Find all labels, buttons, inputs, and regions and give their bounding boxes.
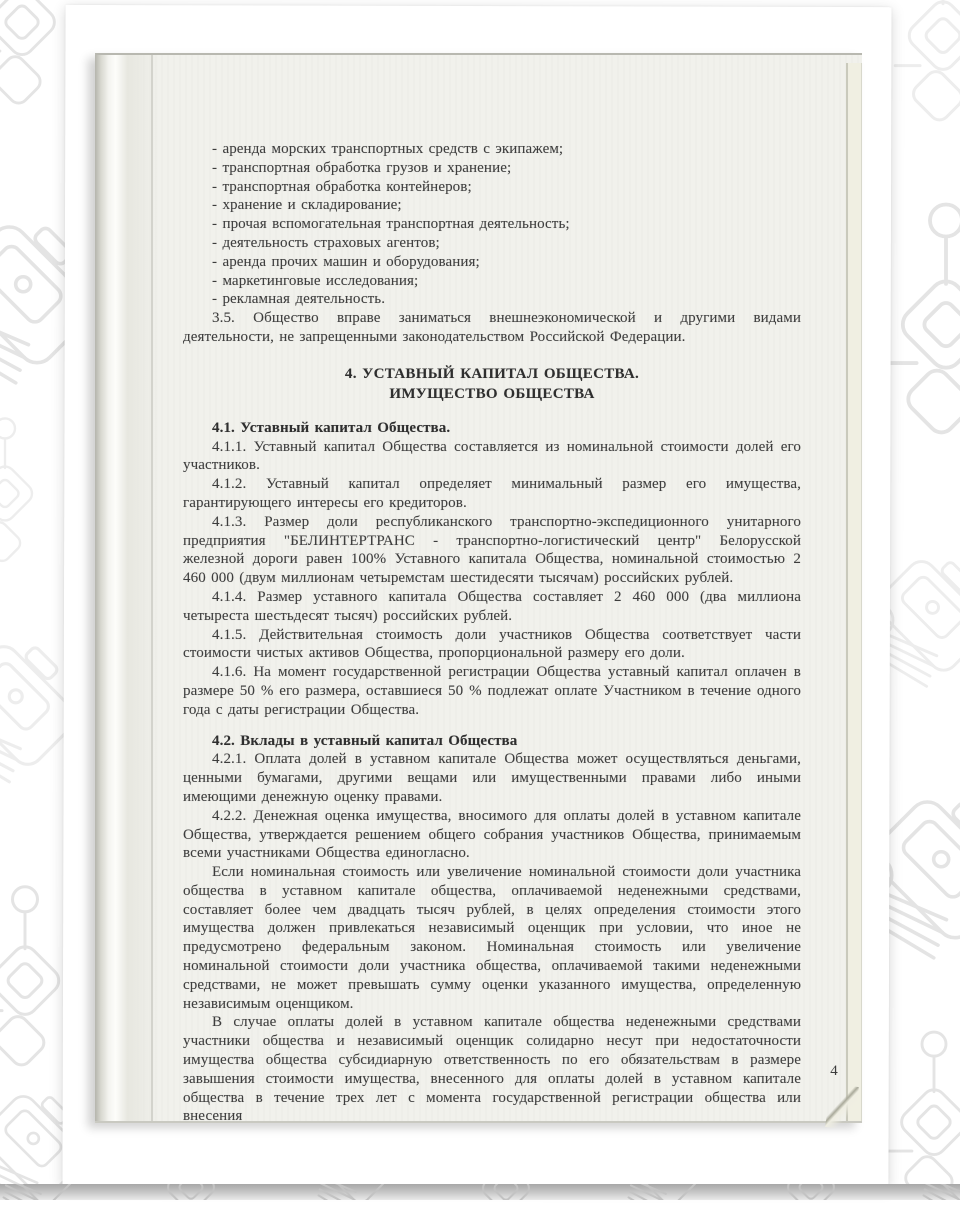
paragraph-4-2-2: 4.2.2. Денежная оценка имущества, вносимого для оплаты долей в уставном капитале Общества, утверждается решением общего собрания участников Общества, принимаемым всеми участниками Общества единогласно. xyxy=(183,807,802,862)
spacer xyxy=(183,404,801,419)
page-sheet xyxy=(62,5,891,1187)
scanned-page xyxy=(95,53,862,1123)
paragraph-4-1-3: 4.1.3. Размер доли республиканского транспортно-экспедиционного унитарного предприятия "БЕЛИНТЕРТРАНС - транспортно-логистический центр" Белорусской железной дороги равен 100% Уставного капитала Общества, номинальной стоимостью 2 460 000 (двум миллионам четыремстам шестидесяти тысячам) российских рублей. xyxy=(183,513,802,587)
paragraph-4-1-6: 4.1.6. На момент государственной регистрации Общества уставный капитал оплачен в размере 50 % его размера, оставшиеся 50 % подлежат оплате Участником в течение одного года с даты регистрации Общества. xyxy=(183,664,802,718)
section-heading-line1: 4. УСТАВНЫЙ КАПИТАЛ ОБЩЕСТВА. xyxy=(344,365,640,382)
binding-crease xyxy=(151,55,153,1121)
paragraph-liability: В случае оплаты долей в уставном капитале общества неденежными средствами участники общества и независимый оценщик солидарно несут при недостаточности имущества общества субсидиарную ответственность по его обязательствам в размере завышения стоимости имущества, внесенного для оплаты долей в уставном капитале общества в течение трех лет с момента государственной регистрации общества или внесения xyxy=(183,1014,802,1125)
list-item: - маркетинговые исследования; xyxy=(212,272,419,289)
list-item: - хранение и складирование; xyxy=(212,197,402,214)
paragraph-4-1-5: 4.1.5. Действительная стоимость доли участников Общества соответствует части стоимости чистых активов Общества, пропорциональной размеру его доли. xyxy=(183,626,802,662)
tag-icon xyxy=(126,1184,253,1200)
page-number: 4 xyxy=(830,1063,838,1080)
list-item: - транспортная обработка грузов и хранение; xyxy=(212,159,512,176)
page-content xyxy=(183,140,801,1126)
tag-icon xyxy=(441,1184,568,1200)
list-item: - деятельность страховых агентов; xyxy=(212,234,440,251)
train-icon xyxy=(604,1184,714,1200)
spacer xyxy=(183,347,801,364)
list-item: - аренда прочих машин и оборудования; xyxy=(212,253,480,270)
section-heading-line2: ИМУЩЕСТВО ОБЩЕСТВА xyxy=(389,385,595,402)
train-icon xyxy=(899,1184,960,1200)
spacer xyxy=(183,720,801,732)
subheading-4-1: 4.1. Уставный капитал Общества. xyxy=(212,419,451,436)
paragraph-4-1-4: 4.1.4. Размер уставного капитала Общества составляет 2 460 000 (два миллиона четыреста шестьдесят тысяч) российских рублей. xyxy=(183,588,802,624)
paragraph-valuation: Если номинальная стоимость или увеличение номинальной стоимости доли участника общества в уставном капитале общества, оплачиваемой неденежными средствами, составляет более чем двадцать тысяч рублей, в целях определения стоимости этого имущества должен привлекаться независимый оценщик при условии, что иное не предусмотрено федеральным законом. Номинальная стоимость или увеличение номинальной стоимости доли участника общества, оплачиваемой такими неденежными средствами, не может превышать сумму оценки указанного имущества, определенную независимым оценщиком. xyxy=(183,864,802,1012)
subheading-4-2: 4.2. Вклады в уставный капитал Общества xyxy=(212,732,518,749)
paragraph-4-2-1: 4.2.1. Оплата долей в уставном капитале Общества может осуществляться деньгами, ценными бумагами, другими вещами или имущественными правами либо иными имеющими денежную оценку правами. xyxy=(183,751,802,805)
tag-icon xyxy=(746,1184,873,1200)
page-right-edge xyxy=(846,63,862,1121)
train-icon xyxy=(294,1184,404,1200)
corner-fold xyxy=(825,1083,859,1130)
list-item: - рекламная деятельность. xyxy=(212,291,386,308)
train-icon xyxy=(0,1184,89,1200)
bottom-band xyxy=(0,1184,960,1200)
paragraph-3-5: 3.5. Общество вправе заниматься внешнеэкономической и другими видами деятельности, не запрещенными законодательством Российской Федерации. xyxy=(183,310,802,345)
paragraph-4-1-2: 4.1.2. Уставный капитал определяет минимальный размер его имущества, гарантирующего интересы его кредиторов. xyxy=(183,476,802,511)
list-item: - прочая вспомогательная транспортная деятельность; xyxy=(212,216,570,233)
list-item: - аренда морских транспортных средств с экипажем; xyxy=(212,141,564,158)
binding-shadow xyxy=(95,55,181,1121)
list-item: - транспортная обработка контейнеров; xyxy=(212,178,472,195)
paragraph-4-1-1: 4.1.1. Уставный капитал Общества составляется из номинальной стоимости долей его участников. xyxy=(183,438,802,474)
